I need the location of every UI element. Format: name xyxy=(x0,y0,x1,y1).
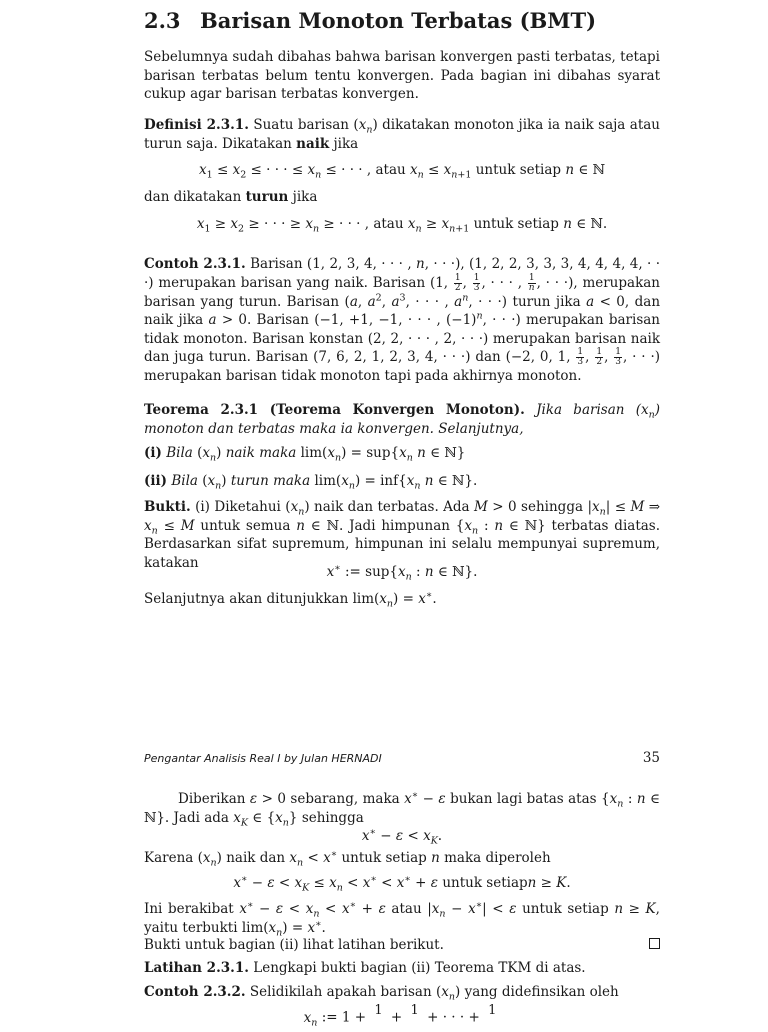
naik-formula: $x_1 \le x_2$ ≤ · · · ≤ $x_n$ ≤ · · · , atau $x_n \le x_{n+1}$ untuk setiap n ∈ ℕ xyxy=(199,162,605,181)
proof-label: Bukti. xyxy=(144,499,191,515)
theorem-label: Teorema 2.3.1 (Teorema Konvergen Monoton). xyxy=(144,402,525,418)
proof-continued-paragraph: Diberikan ε > 0 sebarang, maka x∗ − ε bukan lagi batas atas {$x_n$ : n ∈ ℕ}. Jadi ada $x_K$ ∈ $\{x_n\}$ sehingga xyxy=(144,789,660,829)
theorem-item-i: (i) Bila $(x_n)$ naik maka $\lim(x_n) = sup\{x_n$ n ∈ ℕ} xyxy=(144,445,466,464)
proof-part-ii-note: Bukti untuk bagian (ii) lihat latihan berikut. xyxy=(144,937,444,953)
footer-book-title: Pengantar Analisis Real I by Julan HERNADI xyxy=(144,752,382,765)
example-1-label: Contoh 2.3.1. xyxy=(144,256,246,272)
proof-next: Selanjutnya akan ditunjukkan $\lim(x_n) = x^∗$. xyxy=(144,589,437,610)
section-title-text: Barisan Monoton Terbatas (BMT) xyxy=(200,8,597,33)
turun-formula: $x_1 \ge x_2$ ≥ · · · ≥ $x_n$ ≥ · · · , atau $x_n \ge x_{n+1}$ untuk setiap n ∈ ℕ. xyxy=(196,216,608,235)
turun-term: turun xyxy=(245,189,289,205)
epsilon-formula-2: $x^∗ - \varepsilon < x_K \le x_n < x^∗ < x^∗ + \varepsilon$ untuk setiapn ≥ K. xyxy=(233,873,571,894)
section-title xyxy=(144,8,596,33)
section-number: 2.3 xyxy=(144,8,181,33)
proof-paragraph: Bukti. (i) Diketahui $(x_n)$ naik dan terbatas. Ada M > 0 sehingga $|x_n| \le M$ ⇒ $x_n \le M$ untuk semua n ∈ ℕ. Jadi himpunan {$x_n$ : n ∈ ℕ} terbatas diatas. Berdasarkan sifat supremum, himpunan ini selalu mempunyai supremum, katakan xyxy=(144,499,661,571)
example-2-formula: $x_n$ := 1 + 1 + 1 + · · · + 1 xyxy=(303,1003,497,1029)
intro-paragraph: Sebelumnya sudah dibahas bahwa barisan konvergen pasti terbatas, tetapi barisan terbatas belum tentu konvergen. Pada bagian ini dibahas syarat cukup agar barisan terbatas konvergen. xyxy=(144,49,660,102)
proof-conclusion: Ini berakibat $x^∗ - \varepsilon < x_n < x^∗ + \varepsilon$ atau $|x_n - x^∗| < \varepsilon$ untuk setiap n ≥ K, yaitu terbukti $\lim(x_n) = x^∗$. xyxy=(144,899,660,939)
exercise-label: Latihan 2.3.1. xyxy=(144,960,249,976)
definition-paragraph: Definisi 2.3.1. Suatu barisan $(x_n)$ dikatakan monoton jika ia naik saja atau turun saja. Dikatakan naik jika xyxy=(144,117,660,152)
qed-square-icon xyxy=(649,938,660,949)
exercise-paragraph: Latihan 2.3.1. Lengkapi bukti bagian (ii) Teorema TKM di atas. xyxy=(144,960,586,976)
definition-label: Definisi 2.3.1. xyxy=(144,117,249,133)
supremum-formula: x∗ := $sup\{x_n$ : n ∈ ℕ}. xyxy=(326,562,478,583)
theorem-paragraph: Teorema 2.3.1 (Teorema Konvergen Monoton). Jika barisan $(x_n)$ monoton dan terbatas maka ia konvergen. Selanjutnya, xyxy=(144,402,661,437)
epsilon-formula-1: $x^∗ - \varepsilon < x_K$. xyxy=(361,826,443,847)
theorem-item-ii: (ii) Bila $(x_n)$ turun maka $\lim(x_n) = inf\{x_n$ n ∈ ℕ}. xyxy=(144,473,478,492)
naik-term: naik xyxy=(296,135,330,152)
example-2-label: Contoh 2.3.2. xyxy=(144,984,246,1000)
footer-page-number: 35 xyxy=(642,750,660,766)
turun-intro: dan dikatakan turun jika xyxy=(144,189,318,205)
example-2-paragraph: Contoh 2.3.2. Selidikilah apakah barisan $(x_n)$ yang didefinsikan oleh xyxy=(144,984,619,1003)
example-1-paragraph: Contoh 2.3.1. Barisan (1, 2, 3, 4, · · · , n, · · ·), (1, 2, 2, 3, 3, 3, 4, 4, 4, 4, · · ·) merupakan barisan yang naik. Barisan (1, $\frac{1}{2}$ , $\frac{1}{3}$ , · · · , $\frac{1}{n}$ , · · ·), merupakan barisan yang turun. Barisan (a, $a^2$, $a^3$, · · · , $a^n$, · · ·) turun jika a < 0, dan naik jika a > 0. Barisan (−1, +1, −1, · · · , $(-1)^n$, · · ·) merupakan barisan tidak monoton. Barisan konstan (2, 2, · · · , 2, · · ·) merupakan barisan naik dan juga turun. Barisan (7, 6, 2, 1, 2, 3, 4, · · ·) dan (−2, 0, 1, $\frac{1}{3}$ , $\frac{1}{2}$ , $\frac{1}{3}$ , · · ·) merupakan barisan tidak monoton tapi pada akhirnya monoton. xyxy=(144,256,661,384)
proof-because: Karena $(x_n)$ naik dan $x_n < x^∗$ untuk setiap n maka diperoleh xyxy=(144,848,551,869)
